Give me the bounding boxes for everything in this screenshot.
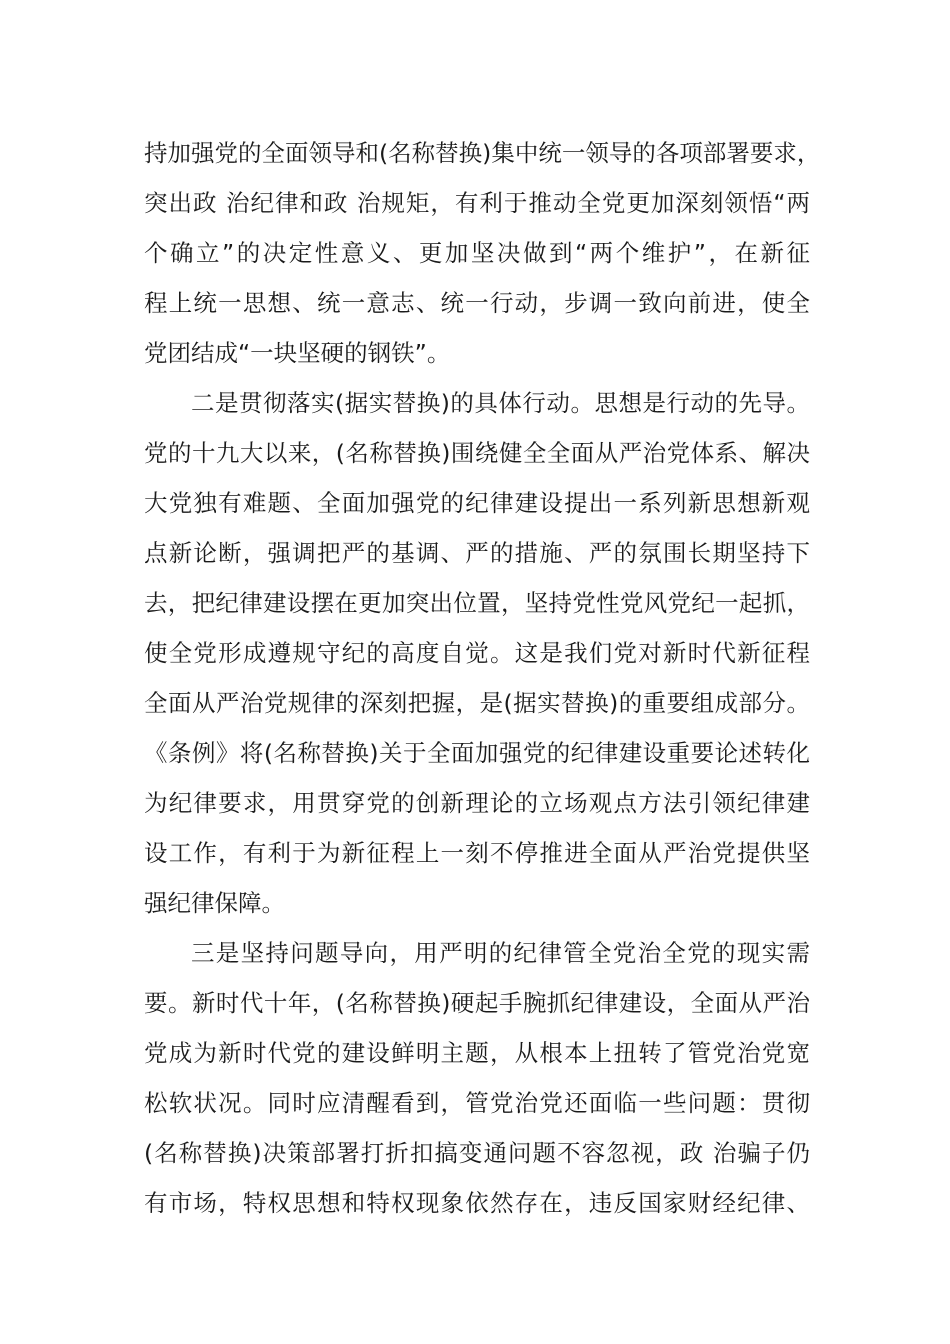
text-line: 有市场，特权思想和特权现象依然存在，违反国家财经纪律、 [144, 1189, 810, 1217]
text-line: 要。新时代十年，(名称替换)硬起手腕抓纪律建设，全面从严治 [144, 989, 810, 1017]
text-line: 设工作，有利于为新征程上一刻不停推进全面从严治党提供坚 [144, 839, 810, 867]
paragraph-2 [144, 378, 810, 928]
text-line: 党的十九大以来，(名称替换)围绕健全全面从严治党体系、解决 [144, 439, 810, 467]
text-line: 二是贯彻落实(据实替换)的具体行动。思想是行动的先导。 [191, 389, 810, 417]
text-line: 《条例》将(名称替换)关于全面加强党的纪律建设重要论述转化 [144, 739, 810, 767]
text-line: 党成为新时代党的建设鲜明主题，从根本上扭转了管党治党宽 [144, 1039, 810, 1067]
text-line: 突出政 治纪律和政 治规矩，有利于推动全党更加深刻领悟“两 [144, 189, 810, 217]
text-line: 党团结成“一块坚硬的钢铁”。 [144, 339, 451, 367]
text-line: 点新论断，强调把严的基调、严的措施、严的氛围长期坚持下 [144, 539, 810, 567]
text-line: 三是坚持问题导向，用严明的纪律管全党治全党的现实需 [191, 939, 810, 967]
paragraph-3 [144, 928, 810, 1228]
text-line: 使全党形成遵规守纪的高度自觉。这是我们党对新时代新征程 [144, 639, 810, 667]
text-line: (名称替换)决策部署打折扣搞变通问题不容忽视，政 治骗子仍 [144, 1139, 810, 1167]
text-line: 全面从严治党规律的深刻把握，是(据实替换)的重要组成部分。 [144, 689, 810, 717]
paragraph-1 [144, 128, 821, 378]
text-line: 松软状况。同时应清醒看到，管党治党还面临一些问题：贯彻 [144, 1089, 810, 1117]
text-line: 程上统一思想、统一意志、统一行动，步调一致向前进，使全 [144, 289, 810, 317]
document-body [144, 128, 821, 1228]
text-line: 个确立”的决定性意义、更加坚决做到“两个维护”，在新征 [144, 239, 810, 267]
text-line: 为纪律要求，用贯穿党的创新理论的立场观点方法引领纪律建 [144, 789, 810, 817]
text-line: 强纪律保障。 [144, 889, 285, 917]
text-line: 去，把纪律建设摆在更加突出位置，坚持党性党风党纪一起抓， [144, 589, 810, 617]
text-line: 大党独有难题、全面加强党的纪律建设提出一系列新思想新观 [144, 489, 810, 517]
text-line: 持加强党的全面领导和(名称替换)集中统一领导的各项部署要求， [144, 139, 821, 167]
